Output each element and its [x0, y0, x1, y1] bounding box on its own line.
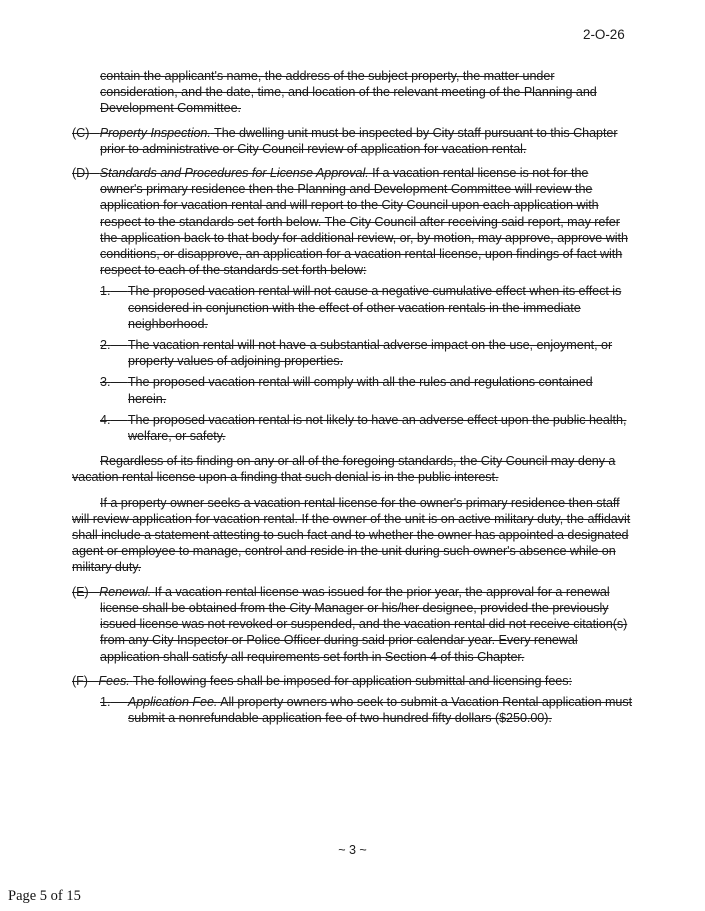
clause-d — [72, 165, 633, 576]
fees-list — [100, 694, 633, 726]
standard-item-3 — [100, 374, 633, 406]
doc-number: 2-O-26 — [583, 27, 625, 42]
standard-4-text: The proposed vacation rental is not likely to have an adverse effect upon the public health, welfare, or safety. — [127, 412, 627, 444]
clause-f-lead: Fees. — [98, 673, 130, 688]
fee-1-lead: Application Fee. — [127, 694, 218, 709]
number-gap — [110, 284, 127, 298]
standards-list — [100, 283, 633, 444]
standard-item-1 — [100, 283, 633, 332]
closing-paragraph-1: Regardless of its finding on any or all of the foregoing standards, the City Council may deny a vacation rental license upon a finding that such denial is in the public interest. — [72, 454, 616, 485]
clause-c-lead: Property Inspection. — [99, 125, 211, 140]
clause-c-label: (C) — [72, 125, 90, 140]
label-gap — [89, 126, 99, 140]
fee-1-number: 1. — [100, 694, 111, 709]
clause-d-body: If a vacation rental license is not for the owner's primary residence then the Planning and Development Committee will review the application for vacation rental and will report to the City Council upon each application with respect to the standards set forth below. The City Council after receiving said report, may refer the application back to that body for additional review, or, by motion, may approve, approve with conditions, or disapprove, an application for a vacation rental license, upon findings of fact with respect to each of the standards set forth below: — [100, 166, 628, 278]
clause-c — [72, 125, 633, 157]
number-gap — [110, 413, 127, 427]
clause-e-paragraph — [72, 584, 633, 665]
clause-e-label: (E) — [72, 584, 89, 599]
number-gap — [110, 338, 127, 352]
standard-1-text: The proposed vacation rental will not cause a negative cumulative effect when its effect is considered in conjunction with the effect of other vacation rentals in the immediate neighborhood. — [127, 284, 622, 331]
clause-d-paragraph — [72, 165, 633, 278]
clause-c-paragraph — [72, 125, 633, 157]
standard-item-2 — [100, 337, 633, 369]
standard-3-text: The proposed vacation rental will comply with all the rules and regulations contained herein. — [127, 375, 593, 406]
standard-item-4 — [100, 412, 633, 444]
clause-e — [72, 584, 633, 665]
page-number-footer: ~ 3 ~ — [338, 843, 367, 857]
standard-1-number: 1. — [100, 284, 111, 299]
clause-e-body: If a vacation rental license was issued for the prior year, the approval for a renewal license shall be obtained from the City Manager or his/her designee, provided the previously issued license was not revoked or suspended, and the vacation rental did not receive citation(s) from any City Inspector or Police Officer during said prior calendar year. Every renewal application shall satisfy all requirements set forth in Section 4 of this Chapter. — [100, 584, 628, 664]
standard-3-number: 3. — [100, 375, 111, 390]
clause-d-lead: Standards and Procedures for License Approval. — [99, 166, 369, 181]
intro-paragraph: contain the applicant's name, the address of the subject property, the matter under consideration, and the date, time, and location of the relevant meeting of the Planning and Development Committee. — [100, 69, 597, 116]
clause-f-body: The following fees shall be imposed for application submittal and licensing fees: — [132, 673, 572, 688]
label-gap — [88, 674, 98, 688]
page-indicator: Page 5 of 15 — [8, 888, 81, 904]
standard-2-number: 2. — [100, 338, 111, 353]
label-gap — [89, 166, 99, 180]
label-gap — [89, 585, 99, 599]
fee-item-1 — [100, 694, 633, 726]
clause-f-label: (F) — [72, 673, 88, 688]
closing-paragraph-2: If a property owner seeks a vacation rental license for the owner's primary residence then staff will review application for vacation rental. If the owner of the unit is on active military duty, the affidavit shall include a statement attesting to such fact and to whether the owner has appointed a designated agent or employee to manage, control and reside in the unit during such owner's absence while on military duty. — [72, 495, 631, 575]
fee-1-text: All property owners who seek to submit a Vacation Rental application must submit a nonrefundable application fee of two hundred fifty dollars ($250.00). — [128, 694, 633, 726]
clause-c-body: The dwelling unit must be inspected by City staff pursuant to this Chapter prior to administrative or City Council review of application for vacation rental. — [100, 125, 618, 156]
standard-4-number: 4. — [100, 412, 111, 427]
clause-e-lead: Renewal. — [99, 584, 152, 599]
clause-f-paragraph — [72, 673, 633, 689]
clause-d-label: (D) — [72, 166, 90, 181]
standard-2-text: The vacation rental will not have a substantial adverse impact on the use, enjoyment, or property values of adjoining properties. — [127, 338, 613, 369]
document-body — [72, 68, 633, 731]
number-gap — [110, 695, 127, 709]
number-gap — [110, 375, 127, 389]
clause-f — [72, 673, 633, 727]
